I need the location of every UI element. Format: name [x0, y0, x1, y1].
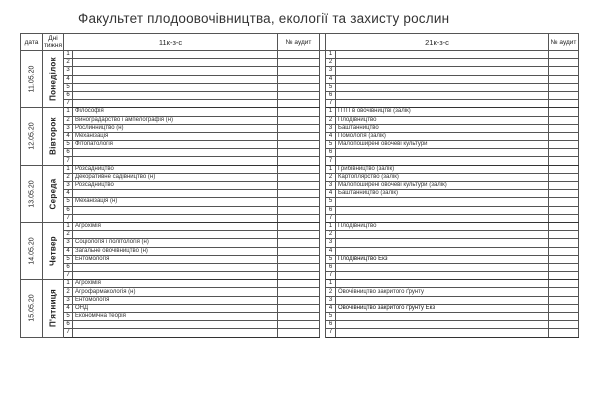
lesson-number-right: 4: [326, 190, 336, 198]
subject-right: Баштанництво: [336, 124, 549, 132]
subject-right: [336, 272, 549, 280]
subject-right: Баштанництво (залік): [336, 190, 549, 198]
lesson-number-left: 4: [64, 190, 73, 198]
subject-right: [336, 263, 549, 271]
table-row: [21, 67, 579, 75]
date-label: 13.05.20: [28, 180, 35, 208]
lesson-number-right: 3: [326, 67, 336, 75]
subject-right: [336, 280, 549, 288]
table-row: [21, 149, 579, 157]
lesson-number-left: 4: [64, 132, 73, 140]
room-right: [549, 182, 579, 190]
room-left: [278, 272, 320, 280]
lesson-number-left: 5: [64, 83, 73, 91]
room-left: [278, 157, 320, 165]
subject-left: Декоративне садівництво (н): [73, 173, 278, 181]
lesson-number-left: 5: [64, 313, 73, 321]
subject-right: Плодівництво: [336, 222, 549, 230]
lesson-number-left: 6: [64, 263, 73, 271]
lesson-number-right: 3: [326, 124, 336, 132]
table-row: [21, 222, 579, 230]
room-right: [549, 124, 579, 132]
lesson-number-left: 2: [64, 231, 73, 239]
room-left: [278, 141, 320, 149]
table-row: [21, 165, 579, 173]
table-row: [21, 231, 579, 239]
subject-left: [73, 51, 278, 59]
room-right: [549, 231, 579, 239]
subject-right: [336, 321, 549, 329]
subject-left: [73, 100, 278, 108]
weekday-label: Середа: [48, 178, 58, 210]
room-right: [549, 280, 579, 288]
table-row: [21, 288, 579, 296]
subject-right: [336, 149, 549, 157]
room-right: [549, 214, 579, 222]
lesson-number-left: 1: [64, 165, 73, 173]
room-right: [549, 108, 579, 116]
table-row: [21, 51, 579, 59]
subject-right: [336, 231, 549, 239]
lesson-number-right: 4: [326, 132, 336, 140]
date-cell: [21, 222, 43, 279]
room-right: [549, 296, 579, 304]
weekday-label: Четвер: [48, 236, 58, 267]
subject-left: Загальне овочівництво (н): [73, 247, 278, 255]
table-row: [21, 296, 579, 304]
lesson-number-right: 7: [326, 272, 336, 280]
room-right: [549, 91, 579, 99]
subject-left: [73, 272, 278, 280]
table-row: [21, 206, 579, 214]
subject-left: Агрофармакологія (н): [73, 288, 278, 296]
date-label: 14.05.20: [28, 237, 35, 265]
table-row: [21, 247, 579, 255]
lesson-number-right: 5: [326, 141, 336, 149]
lesson-number-right: 4: [326, 304, 336, 312]
lesson-number-left: 1: [64, 51, 73, 59]
room-right: [549, 198, 579, 206]
group2-header: 21к-з-с: [326, 34, 549, 51]
subject-left: Агрохімія: [73, 280, 278, 288]
room-left: [278, 75, 320, 83]
room-right: [549, 149, 579, 157]
date-cell: [21, 108, 43, 165]
lesson-number-left: 3: [64, 239, 73, 247]
lesson-number-right: 2: [326, 173, 336, 181]
room-left: [278, 91, 320, 99]
subject-right: [336, 206, 549, 214]
lesson-number-right: 1: [326, 222, 336, 230]
room-left: [278, 304, 320, 312]
room-right: [549, 51, 579, 59]
lesson-number-left: 6: [64, 321, 73, 329]
lesson-number-left: 6: [64, 206, 73, 214]
lesson-number-right: 2: [326, 116, 336, 124]
subject-left: Механізація: [73, 132, 278, 140]
lesson-number-left: 7: [64, 214, 73, 222]
subject-left: [73, 329, 278, 337]
group1-header: 11к-з-с: [64, 34, 278, 51]
lesson-number-left: 1: [64, 108, 73, 116]
room-left: [278, 296, 320, 304]
weekday-header: Дні тижня: [43, 35, 63, 49]
room-left: [278, 313, 320, 321]
lesson-number-right: 5: [326, 198, 336, 206]
lesson-number-right: 5: [326, 313, 336, 321]
subject-left: Агрохімія: [73, 222, 278, 230]
subject-right: Малопоширені овочеві культури: [336, 141, 549, 149]
subject-right: [336, 239, 549, 247]
room-left: [278, 116, 320, 124]
weekday-cell: [43, 51, 64, 108]
subject-left: Фітопатологія: [73, 141, 278, 149]
room-left: [278, 182, 320, 190]
lesson-number-left: 6: [64, 149, 73, 157]
lesson-number-right: 6: [326, 91, 336, 99]
lesson-number-left: 2: [64, 116, 73, 124]
room-right: [549, 313, 579, 321]
subject-right: [336, 157, 549, 165]
lesson-number-left: 5: [64, 198, 73, 206]
subject-left: Ентомологія: [73, 255, 278, 263]
lesson-number-left: 4: [64, 247, 73, 255]
lesson-number-right: 5: [326, 255, 336, 263]
room-left: [278, 108, 320, 116]
room-left: [278, 132, 320, 140]
table-row: [21, 239, 579, 247]
room-right: [549, 83, 579, 91]
subject-left: [73, 263, 278, 271]
lesson-number-left: 2: [64, 288, 73, 296]
table-row: [21, 132, 579, 140]
room-left: [278, 124, 320, 132]
lesson-number-right: 3: [326, 182, 336, 190]
table-row: [21, 59, 579, 67]
schedule-table: [20, 33, 579, 338]
room-right: [549, 288, 579, 296]
table-row: [21, 141, 579, 149]
room-left: [278, 165, 320, 173]
room-right: [549, 190, 579, 198]
lesson-number-left: 3: [64, 67, 73, 75]
room-right: [549, 165, 579, 173]
room-right: [549, 247, 579, 255]
subject-right: [336, 214, 549, 222]
room-right: [549, 329, 579, 337]
room-left: [278, 239, 320, 247]
lesson-number-left: 7: [64, 157, 73, 165]
lesson-number-left: 7: [64, 100, 73, 108]
lesson-number-left: 7: [64, 329, 73, 337]
weekday-cell: [43, 108, 64, 165]
lesson-number-right: 3: [326, 239, 336, 247]
room-right: [549, 222, 579, 230]
room-right: [549, 157, 579, 165]
lesson-number-left: 3: [64, 124, 73, 132]
lesson-number-left: 6: [64, 91, 73, 99]
room-right: [549, 141, 579, 149]
room-right: [549, 239, 579, 247]
subject-right: [336, 296, 549, 304]
subject-left: Рослинництво (н): [73, 124, 278, 132]
subject-right: [336, 329, 549, 337]
room-right: [549, 132, 579, 140]
lesson-number-right: 6: [326, 321, 336, 329]
table-row: [21, 173, 579, 181]
lesson-number-right: 1: [326, 51, 336, 59]
room-left: [278, 255, 320, 263]
table-row: [21, 198, 579, 206]
room-left: [278, 190, 320, 198]
header-row: [21, 34, 579, 51]
date-cell: [21, 51, 43, 108]
date-header: дата: [21, 34, 43, 51]
lesson-number-right: 4: [326, 75, 336, 83]
lesson-number-right: 4: [326, 247, 336, 255]
room-right: [549, 59, 579, 67]
subject-left: Економічна теорія: [73, 313, 278, 321]
table-row: [21, 124, 579, 132]
lesson-number-left: 4: [64, 304, 73, 312]
subject-left: Філософія: [73, 108, 278, 116]
room-right: [549, 304, 579, 312]
room-left: [278, 173, 320, 181]
lesson-number-right: 2: [326, 59, 336, 67]
subject-right: Картоплярство (залік): [336, 173, 549, 181]
subject-left: [73, 190, 278, 198]
subject-left: [73, 149, 278, 157]
subject-right: [336, 247, 549, 255]
subject-right: [336, 100, 549, 108]
lesson-number-right: 7: [326, 329, 336, 337]
room-right: [549, 173, 579, 181]
subject-right: [336, 51, 549, 59]
lesson-number-left: 5: [64, 141, 73, 149]
subject-right: ПТП в овочівництві (залік): [336, 108, 549, 116]
room-left: [278, 280, 320, 288]
date-label: 11.05.20: [28, 65, 35, 93]
subject-right: [336, 59, 549, 67]
room-right: [549, 206, 579, 214]
subject-left: [73, 91, 278, 99]
date-label: 12.05.20: [28, 122, 35, 151]
lesson-number-left: 2: [64, 173, 73, 181]
lesson-number-left: 7: [64, 272, 73, 280]
room-right: [549, 67, 579, 75]
date-cell: [21, 280, 43, 337]
weekday-cell: [43, 280, 64, 337]
date-label: 15.05.20: [28, 294, 35, 323]
lesson-number-left: 2: [64, 59, 73, 67]
room2-header: № аудит: [549, 34, 579, 51]
lesson-number-left: 3: [64, 182, 73, 190]
lesson-number-right: 7: [326, 214, 336, 222]
room-right: [549, 100, 579, 108]
room-left: [278, 321, 320, 329]
table-row: [21, 75, 579, 83]
lesson-number-right: 5: [326, 83, 336, 91]
table-row: [21, 182, 579, 190]
table-row: [21, 190, 579, 198]
date-cell: [21, 165, 43, 222]
lesson-number-right: 6: [326, 206, 336, 214]
room-left: [278, 59, 320, 67]
subject-left: Ентомологія: [73, 296, 278, 304]
subject-right: Малопоширені овочеві культури (залік): [336, 182, 549, 190]
table-row: [21, 116, 579, 124]
table-row: [21, 100, 579, 108]
subject-left: [73, 231, 278, 239]
subject-right: Плодівництво Екз: [336, 255, 549, 263]
subject-right: Плодівництво: [336, 116, 549, 124]
subject-left: [73, 206, 278, 214]
table-row: [21, 91, 579, 99]
subject-right: [336, 313, 549, 321]
lesson-number-right: 6: [326, 263, 336, 271]
room-left: [278, 263, 320, 271]
lesson-number-right: 2: [326, 288, 336, 296]
table-row: [21, 263, 579, 271]
subject-left: [73, 59, 278, 67]
room-right: [549, 75, 579, 83]
lesson-number-right: 7: [326, 100, 336, 108]
table-row: [21, 280, 579, 288]
subject-left: Виноградарство і ампелографія (н): [73, 116, 278, 124]
table-row: [21, 255, 579, 263]
lesson-number-left: 5: [64, 255, 73, 263]
lesson-number-right: 1: [326, 108, 336, 116]
lesson-number-right: 1: [326, 165, 336, 173]
room1-header: № аудит: [278, 34, 320, 51]
room-right: [549, 263, 579, 271]
table-row: [21, 108, 579, 116]
table-row: [21, 272, 579, 280]
subject-right: Грибівництво (залік): [336, 165, 549, 173]
room-left: [278, 214, 320, 222]
lesson-number-right: 3: [326, 296, 336, 304]
room-left: [278, 51, 320, 59]
subject-left: Механізація (н): [73, 198, 278, 206]
subject-right: [336, 91, 549, 99]
subject-left: [73, 83, 278, 91]
subject-right: [336, 75, 549, 83]
table-row: [21, 313, 579, 321]
table-row: [21, 157, 579, 165]
weekday-label: Понеділок: [48, 57, 58, 102]
lesson-number-left: 1: [64, 280, 73, 288]
subject-right: [336, 67, 549, 75]
room-left: [278, 231, 320, 239]
room-left: [278, 222, 320, 230]
lesson-number-left: 4: [64, 75, 73, 83]
room-left: [278, 288, 320, 296]
table-row: [21, 321, 579, 329]
room-left: [278, 83, 320, 91]
table-row: [21, 214, 579, 222]
lesson-number-left: 1: [64, 222, 73, 230]
room-left: [278, 149, 320, 157]
subject-left: [73, 67, 278, 75]
subject-right: Помологія (залік): [336, 132, 549, 140]
faculty-title: Факультет плодоовочівництва, екології та захисту рослин: [78, 11, 450, 26]
weekday-label: Вівторок: [48, 117, 58, 156]
weekday-cell: [43, 222, 64, 279]
lesson-number-left: 3: [64, 296, 73, 304]
subject-left: [73, 157, 278, 165]
room-right: [549, 255, 579, 263]
subject-left: [73, 75, 278, 83]
room-left: [278, 100, 320, 108]
weekday-label: П'ятниця: [48, 289, 58, 328]
lesson-number-right: 7: [326, 157, 336, 165]
subject-left: [73, 214, 278, 222]
subject-right: [336, 83, 549, 91]
lesson-number-right: 2: [326, 231, 336, 239]
subject-left: ОНД: [73, 304, 278, 312]
table-row: [21, 83, 579, 91]
table-row: [21, 329, 579, 337]
subject-left: Соціологія і політологія (н): [73, 239, 278, 247]
subject-left: [73, 321, 278, 329]
room-left: [278, 206, 320, 214]
subject-left: Розсадництво: [73, 165, 278, 173]
subject-right: [336, 198, 549, 206]
room-right: [549, 116, 579, 124]
room-left: [278, 67, 320, 75]
subject-right: Овочівництво закритого ґрунту: [336, 288, 549, 296]
weekday-cell: [43, 165, 64, 222]
lesson-number-right: 1: [326, 280, 336, 288]
table-row: [21, 304, 579, 312]
subject-right: Овочівництво закритого ґрунту Екз: [336, 304, 549, 312]
subject-left: Розсадництво: [73, 182, 278, 190]
room-right: [549, 321, 579, 329]
room-right: [549, 272, 579, 280]
lesson-number-right: 6: [326, 149, 336, 157]
room-left: [278, 247, 320, 255]
room-left: [278, 329, 320, 337]
room-left: [278, 198, 320, 206]
